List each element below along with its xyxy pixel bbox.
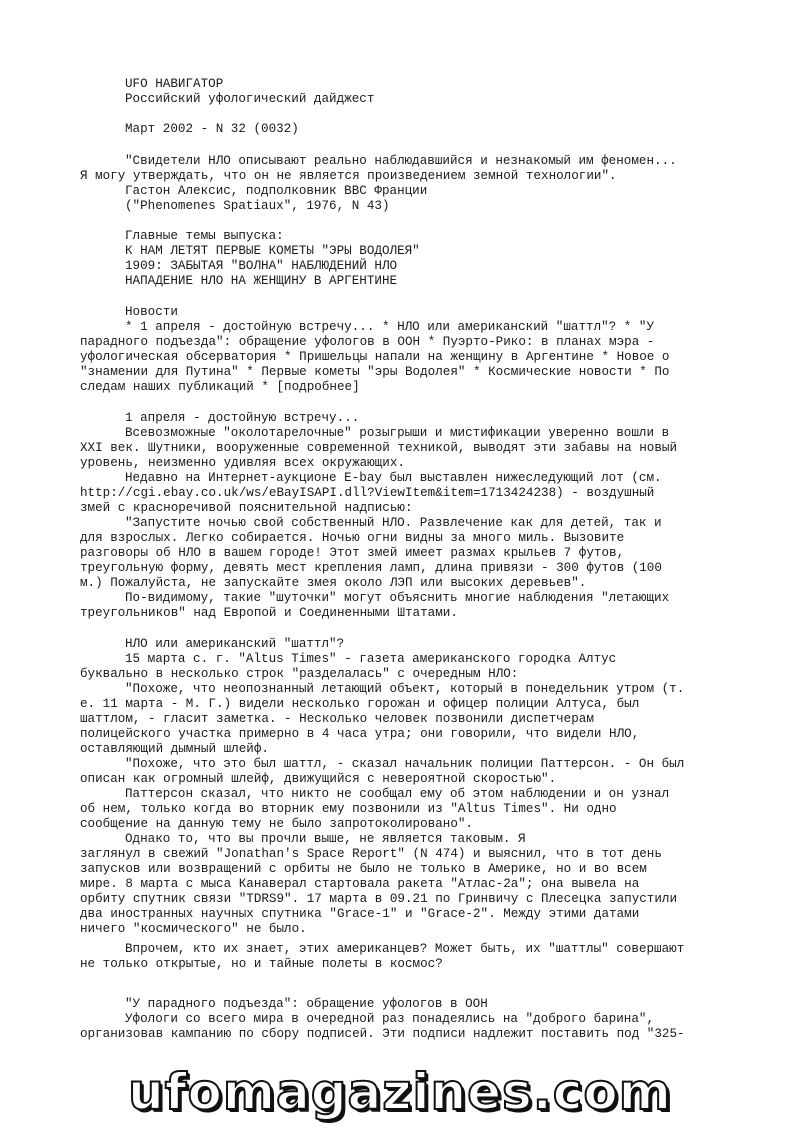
epigraph-author: Гастон Алексис, подполковник ВВС Франции (125, 184, 428, 198)
article-line: об нем, только когда во вторник ему позвонили из "Altus Times". Ни одно (80, 802, 617, 816)
article-heading: 1 апреля - достойную встречу... (125, 411, 360, 425)
article-line: организовав кампанию по сбору подписей. Эти подписи надлежит поставить под "325- (80, 1027, 685, 1041)
news-index-line: парадного подъезда": обращение уфологов в ООН * Пуэрто-Рико: в планах мэра - (80, 335, 655, 349)
article-line: XXI век. Шутники, вооруженные современной техникой, выводят эти забавы на новый (80, 441, 678, 455)
article-line: два иностранных научных спутника "Grace-1" и "Grace-2". Между этими датами (80, 907, 640, 921)
article-line: ничего "космического" не было. (80, 922, 307, 936)
epigraph-line: Я могу утверждать, что он не является произведением земной технологии". (80, 169, 617, 183)
article-line: сообщение на данную тему не было запротоколировано". (80, 817, 473, 831)
article-line: мире. 8 марта с мыса Канаверал стартовала ракета "Атлас-2а"; она вывела на (80, 877, 640, 891)
news-index-line: уфологическая обсерватория * Пришельцы напали на женщину в Аргентине * Новое о (80, 350, 670, 364)
article-line: е. 11 марта - М. Г.) видели несколько горожан и офицер полиции Алтуса, был (80, 697, 640, 711)
issue-line: Март 2002 - N 32 (0032) (125, 122, 299, 136)
article-line: м.) Пожалуйста, не запускайте змея около ЛЭП или высоких деревьев". (80, 576, 587, 590)
article-line: оставляющий дымный шлейф. (80, 742, 269, 756)
news-heading: Новости (125, 305, 178, 319)
news-index-line: следам наших публикаций * [подробнее] (80, 380, 360, 394)
publication-title: UFO НАВИГАТОР (125, 77, 224, 91)
article-line: уровень, неизменно удивляя всех окружающих. (80, 456, 405, 470)
article-line: По-видимому, такие "шуточки" могут объяснить многие наблюдения "летающих (125, 591, 670, 605)
news-index-line: "знамении для Путина" * Первые кометы "эры Водолея" * Космические новости * По (80, 365, 670, 379)
main-topic: К НАМ ЛЕТЯТ ПЕРВЫЕ КОМЕТЫ "ЭРЫ ВОДОЛЕЯ" (125, 244, 420, 258)
article-line: "Похоже, что неопознанный летающий объект, который в понедельник утром (т. (125, 682, 685, 696)
article-line: 15 марта с. г. "Altus Times" - газета американского городка Алтус (125, 652, 617, 666)
article-line: полицейского участка примерно в 4 часа утра; они говорили, что видели НЛО, (80, 727, 640, 741)
publication-subtitle: Российский уфологический дайджест (125, 92, 375, 106)
article-line: треугольников" над Европой и Соединенными Штатами. (80, 606, 458, 620)
article-line: "Запустите ночью свой собственный НЛО. Развлечение как для детей, так и (125, 516, 662, 530)
article-line: шаттлом, - гласит заметка. - Несколько человек позвонили диспетчерам (80, 712, 594, 726)
article-line: буквально в несколько строк "разделалась" с очередным НЛО: (80, 667, 519, 681)
article-line: орбиту спутник связи "TDRS9". 17 марта в 09.21 по Гринвичу с Плесецка запустили (80, 892, 678, 906)
article-line: Всевозможные "околотарелочные" розыгрыши и мистификации уверенно вошли в (125, 426, 670, 440)
article-heading: НЛО или американский "шаттл"? (125, 637, 345, 651)
main-topics-heading: Главные темы выпуска: (125, 229, 284, 243)
article-line: запусков или возвращений с орбиты не было не только в Америке, но и во всем (80, 862, 647, 876)
news-index-line: * 1 апреля - достойную встречу... * НЛО или американский "шаттл"? * "У (125, 320, 655, 334)
article-heading: "У парадного подъезда": обращение уфологов в ООН (125, 997, 488, 1011)
article-line: Впрочем, кто их знает, этих американцев? Может быть, их "шаттлы" совершают (125, 942, 685, 956)
article-line: Паттерсон сказал, что никто не сообщал ему об этом наблюдении и он узнал (125, 787, 670, 801)
article-line: разговоры об НЛО в вашем городе! Этот змей имеет размах крыльев 7 футов, (80, 546, 625, 560)
article-line: "Похоже, что это был шаттл, - сказал начальник полиции Паттерсон. - Он был (125, 757, 685, 771)
main-topic: НАПАДЕНИЕ НЛО НА ЖЕНЩИНУ В АРГЕНТИНЕ (125, 274, 398, 288)
epigraph-source: ("Phenomenes Spatiaux", 1976, N 43) (125, 199, 390, 213)
main-topic: 1909: ЗАБЫТАЯ "ВОЛНА" НАБЛЮДЕНИЙ НЛО (125, 259, 398, 273)
article-line: заглянул в свежий "Jonathan's Space Report" (N 474) и выяснил, что в тот день (80, 847, 662, 861)
article-line: змей с красноречивой пояснительной надписью: (80, 501, 413, 515)
article-line: Однако то, что вы прочли выше, не является таковым. Я (125, 832, 526, 846)
article-line: не только открытые, но и тайные полеты в космос? (80, 957, 443, 971)
article-line: http://cgi.ebay.co.uk/ws/eBayISAPI.dll?ViewItem&item=1713424238) - воздушный (80, 486, 655, 500)
article-line: описан как огромный шлейф, движущийся с невероятной скоростью". (80, 772, 557, 786)
epigraph-line: "Свидетели НЛО описывают реально наблюдавшийся и незнакомый им феномен... (125, 154, 677, 168)
site-watermark: ufomagazines.com (128, 1063, 672, 1121)
article-line: Недавно на Интернет-аукционе E-bay был выставлен нижеследующий лот (см. (125, 471, 662, 485)
article-line: Уфологи со всего мира в очередной раз понадеялись на "доброго барина", (125, 1012, 655, 1026)
article-line: треугольную форму, девять мест крепления ламп, длина привязи - 300 футов (100 (80, 561, 662, 575)
article-line: для взрослых. Легко собирается. Ночью огни видны за много миль. Вызовите (80, 531, 625, 545)
